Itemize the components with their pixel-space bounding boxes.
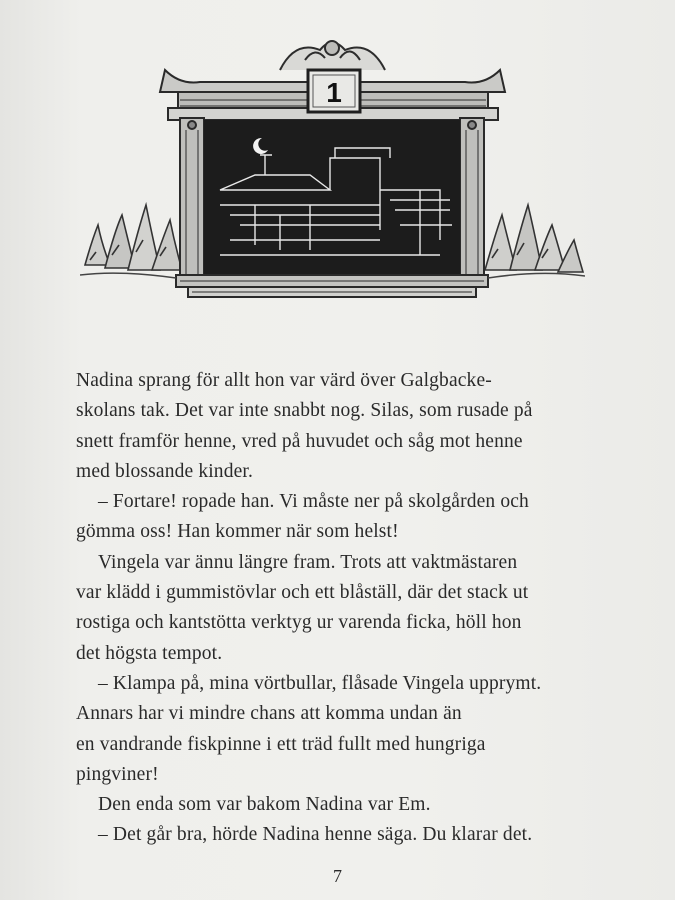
night-rooftop-scene [204, 120, 460, 275]
text-line: med blossande kinder. [76, 460, 253, 482]
text-line: Annars har vi mindre chans att komma undan än [76, 703, 462, 725]
page-number: 7 [333, 866, 342, 886]
text-line: Vingela var ännu längre fram. Trots att vaktmästaren [98, 551, 518, 573]
text-line: skolans tak. Det var inte snabbt nog. Silas, som rusade på [76, 400, 533, 422]
frame-base [176, 275, 488, 297]
body-text [76, 366, 596, 851]
text-line: Nadina sprang för allt hon var värd över Galgbacke- [76, 370, 492, 391]
text-line: pingviner! [76, 763, 159, 785]
text-line: Den enda som var bakom Nadina var Em. [98, 794, 431, 816]
text-line: en vandrande fiskpinne i ett träd fullt med hungriga [76, 733, 486, 755]
chapter-illustration [80, 30, 585, 300]
chapter-number: 1 [326, 77, 342, 108]
ornate-crest-decoration [280, 41, 385, 70]
text-line: – Det går bra, hörde Nadina henne säga. Du klarar det. [98, 824, 533, 846]
plant-right-decoration [485, 205, 583, 272]
text-line: snett framför henne, vred på huvudet och såg mot henne [76, 430, 523, 452]
text-line: var klädd i gummistövlar och ett blåställ, där det stack ut [76, 582, 529, 604]
text-line: – Fortare! ropade han. Vi måste ner på skolgården och [98, 491, 529, 513]
text-line: det högsta tempot. [76, 642, 223, 664]
text-line: – Klampa på, mina vörtbullar, flåsade Vingela upprymt. [98, 672, 542, 694]
text-line: gömma oss! Han kommer när som helst! [76, 521, 399, 543]
text-line: rostiga och kantstötta verktyg ur varenda ficka, höll hon [76, 612, 522, 634]
plant-left-decoration [85, 205, 182, 270]
chapter-number-plaque [308, 70, 360, 112]
